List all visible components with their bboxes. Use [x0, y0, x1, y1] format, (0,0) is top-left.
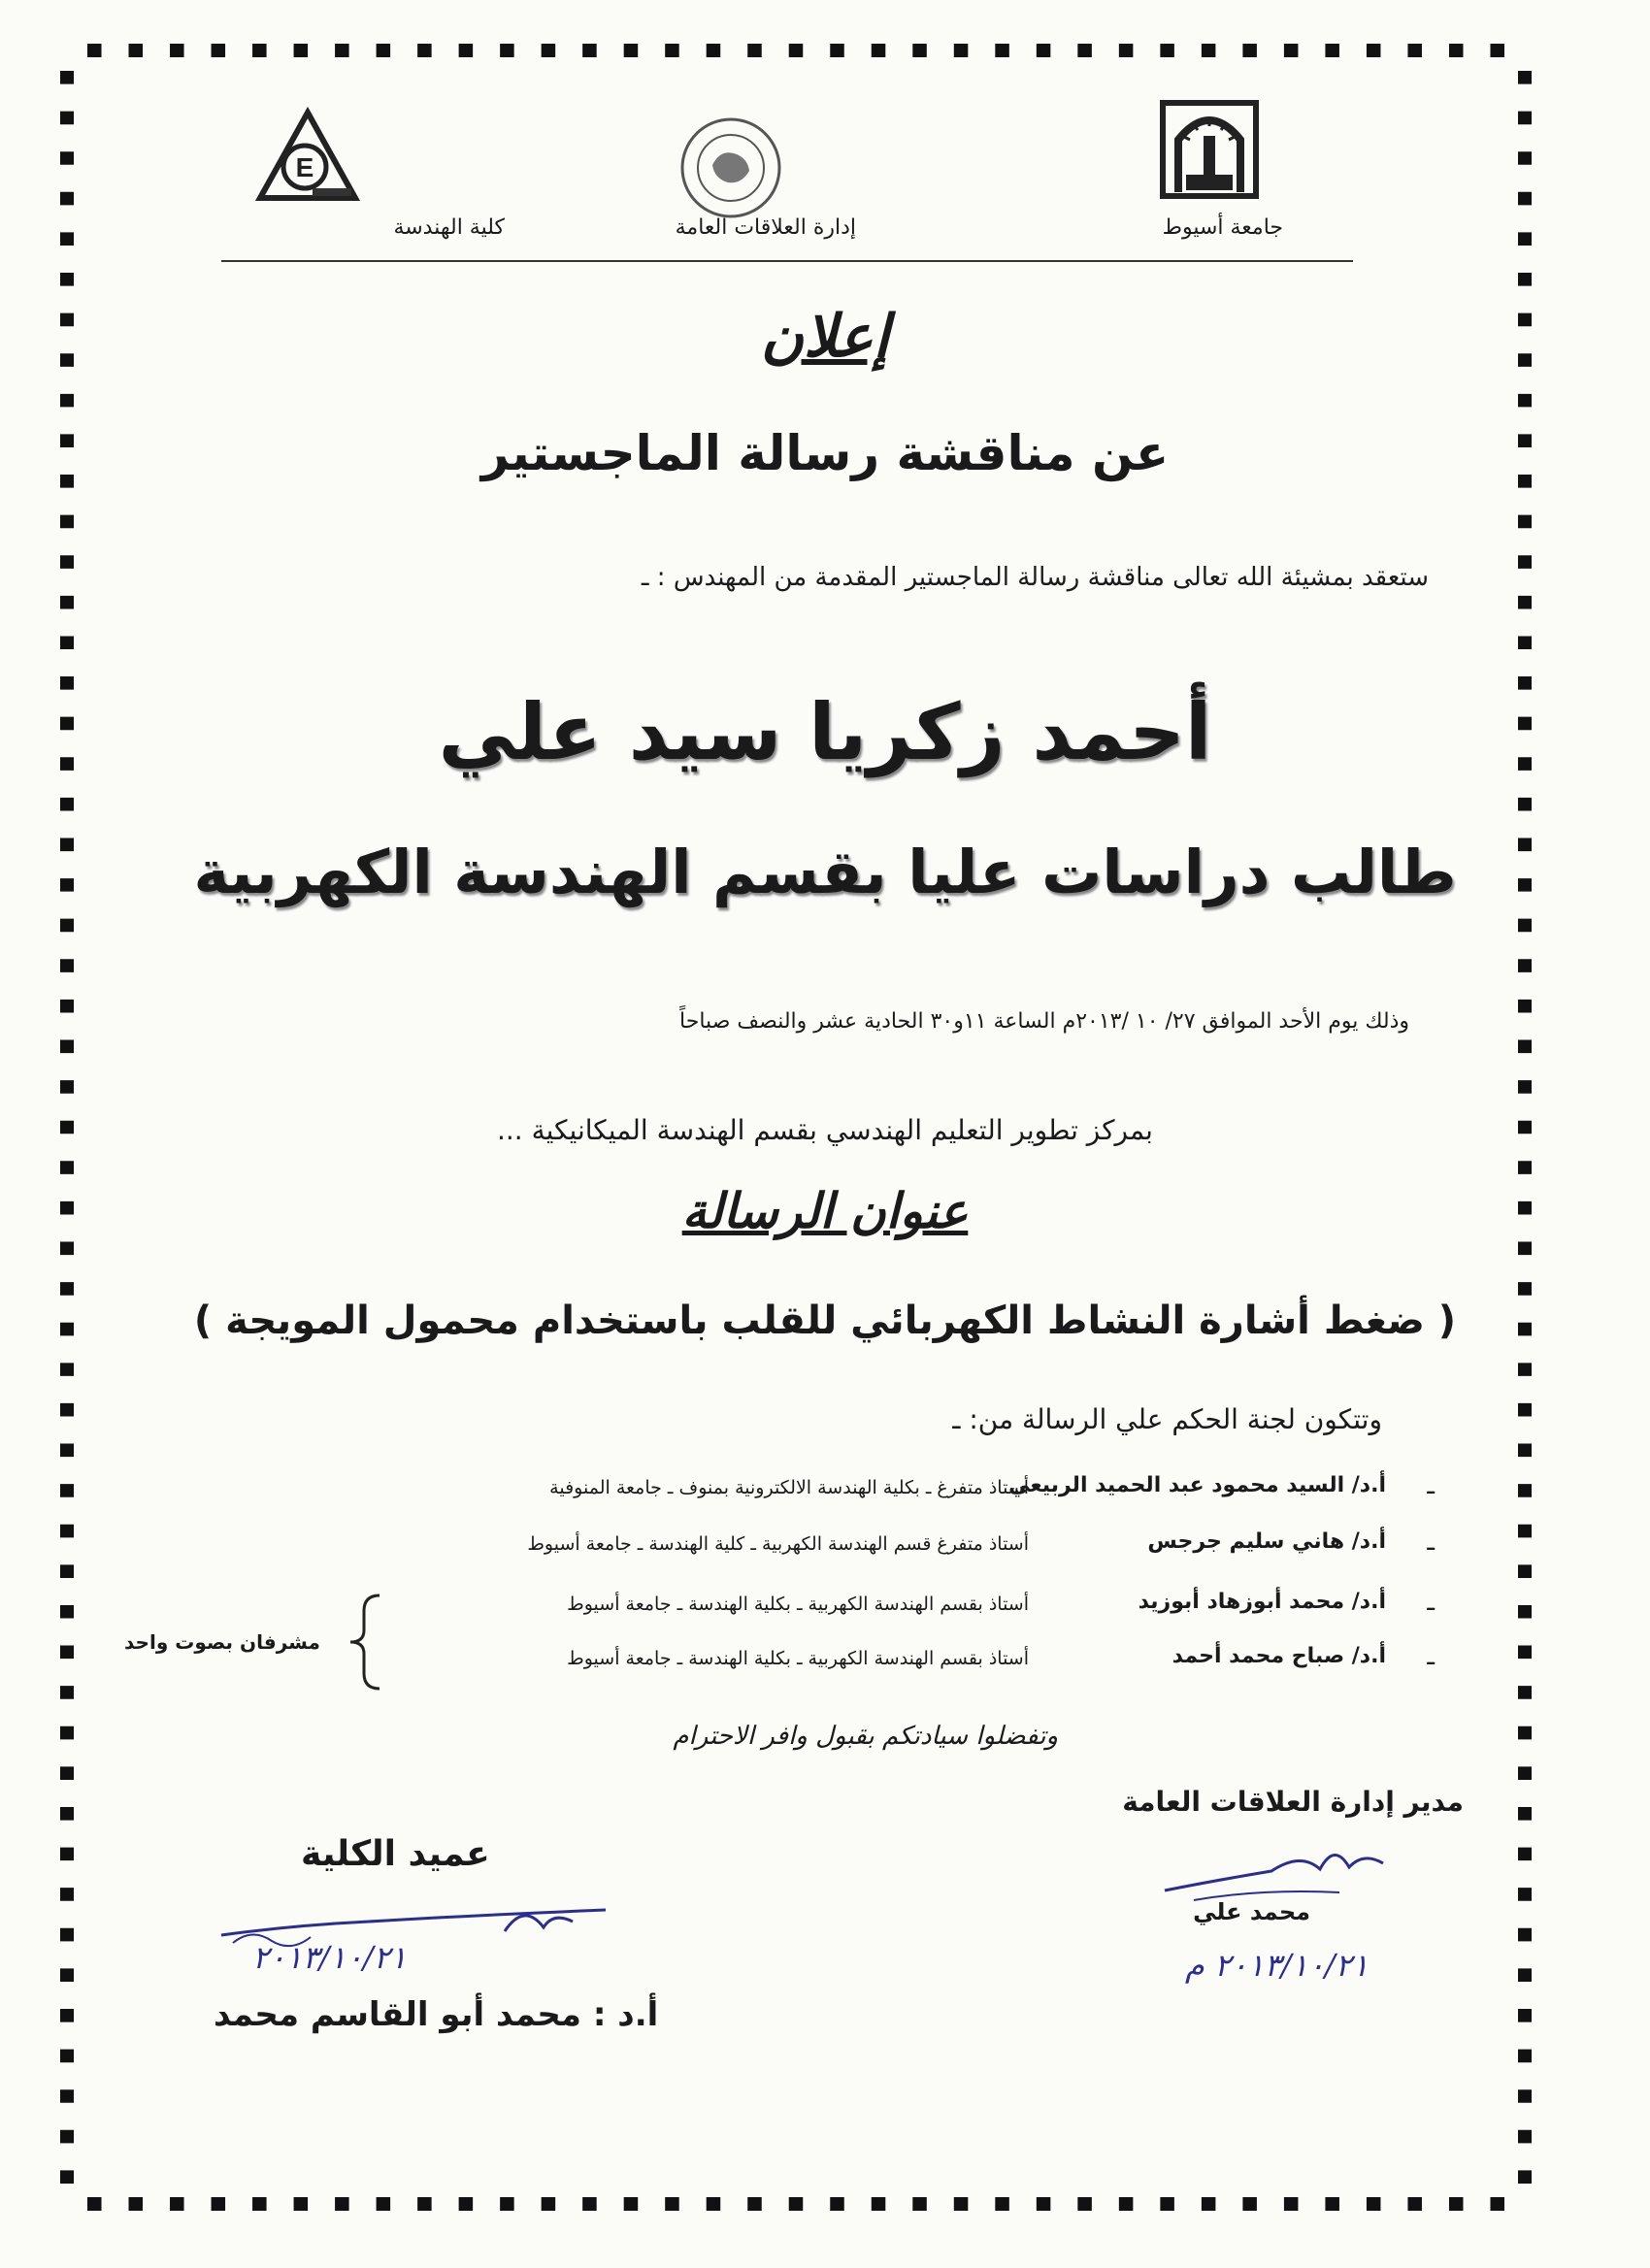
location-line: بمركز تطوير التعليم الهندسي بقسم الهندسة الميكانيكية ... [497, 1114, 1153, 1146]
committee-member-name: أ.د/ محمد أبوزهاد أبوزيد [1138, 1590, 1386, 1614]
pr-director-title: مدير إدارة العلاقات العامة [1122, 1786, 1464, 1818]
committee-member-position: أستاذ متفرغ قسم الهندسة الكهربية ـ كلية الهندسة ـ جامعة أسيوط [527, 1533, 1029, 1555]
dean-handwritten-date: ٢٠١٣/١٠/٢١ [252, 1939, 408, 1976]
committee-member-position: أستاذ متفرغ ـ بكلية الهندسة الالكترونية بمنوف ـ جامعة المنوفية [549, 1477, 1029, 1498]
committee-bullet: ـ [1427, 1471, 1435, 1500]
date-line: وذلك يوم الأحد الموافق ٢٧/ ١٠ /٢٠١٣م الساعة ١١و٣٠ الحادية عشر والنصف صباحاً [679, 1009, 1409, 1034]
thesis-title: ( ضغط أشارة النشاط الكهربائي للقلب باستخدام محمول المويجة ) [193, 1298, 1457, 1343]
dean-name: أ.د : محمد أبو القاسم محمد [214, 1995, 659, 2034]
committee-member-name: أ.د/ صباح محمد أحمد [1172, 1644, 1386, 1668]
faculty-of-engineering-label: كلية الهندسة [393, 215, 505, 240]
announcement-subtitle: عن مناقشة رسالة الماجستير [480, 425, 1170, 481]
thesis-heading: عنوان الرسالة [681, 1182, 969, 1239]
assiut-university-logo [1157, 97, 1262, 202]
committee-member-position: أستاذ بقسم الهندسة الكهربية ـ بكلية الهندسة ـ جامعة أسيوط [567, 1648, 1029, 1669]
svg-text:E: E [295, 152, 314, 182]
committee-bullet: ـ [1427, 1588, 1435, 1617]
dean-title: عميد الكلية [301, 1834, 490, 1874]
committee-bullet: ـ [1427, 1642, 1435, 1671]
committee-member-name: أ.د/ السيد محمود عبد الحميد الربيعي [1008, 1473, 1386, 1497]
committee-member-name: أ.د/ هاني سليم جرجس [1147, 1529, 1386, 1554]
announcement-title: إعلان [760, 303, 890, 371]
public-relations-seal-logo [677, 115, 784, 221]
committee-intro: وتتكون لجنة الحكم علي الرسالة من: ـ [952, 1403, 1382, 1435]
faculty-of-engineering-logo [254, 107, 361, 204]
header-divider [221, 260, 1353, 262]
pr-director-name: محمد علي [1193, 1898, 1310, 1925]
candidate-name: أحمد زكريا سيد علي [438, 687, 1212, 777]
assiut-university-label: جامعة أسيوط [1162, 215, 1283, 240]
public-relations-label: إدارة العلاقات العامة [675, 215, 856, 240]
pr-director-handwritten-date: ٢٠١٣/١٠/٢١ م [1184, 1947, 1369, 1984]
candidate-status: طالب دراسات عليا بقسم الهندسة الكهربية [193, 837, 1457, 907]
committee-member-position: أستاذ بقسم الهندسة الكهربية ـ بكلية الهندسة ـ جامعة أسيوط [567, 1594, 1029, 1615]
committee-bullet: ـ [1427, 1528, 1435, 1557]
closing-text: وتفضلوا سيادتكم بقبول وافر الاحترام [673, 1722, 1058, 1751]
supervisors-brace [345, 1592, 387, 1693]
supervisors-note: مشرفان بصوت واحد [124, 1630, 320, 1654]
intro-text: ستعقد بمشيئة الله تعالى مناقشة رسالة الماجستير المقدمة من المهندس : ـ [641, 563, 1429, 592]
